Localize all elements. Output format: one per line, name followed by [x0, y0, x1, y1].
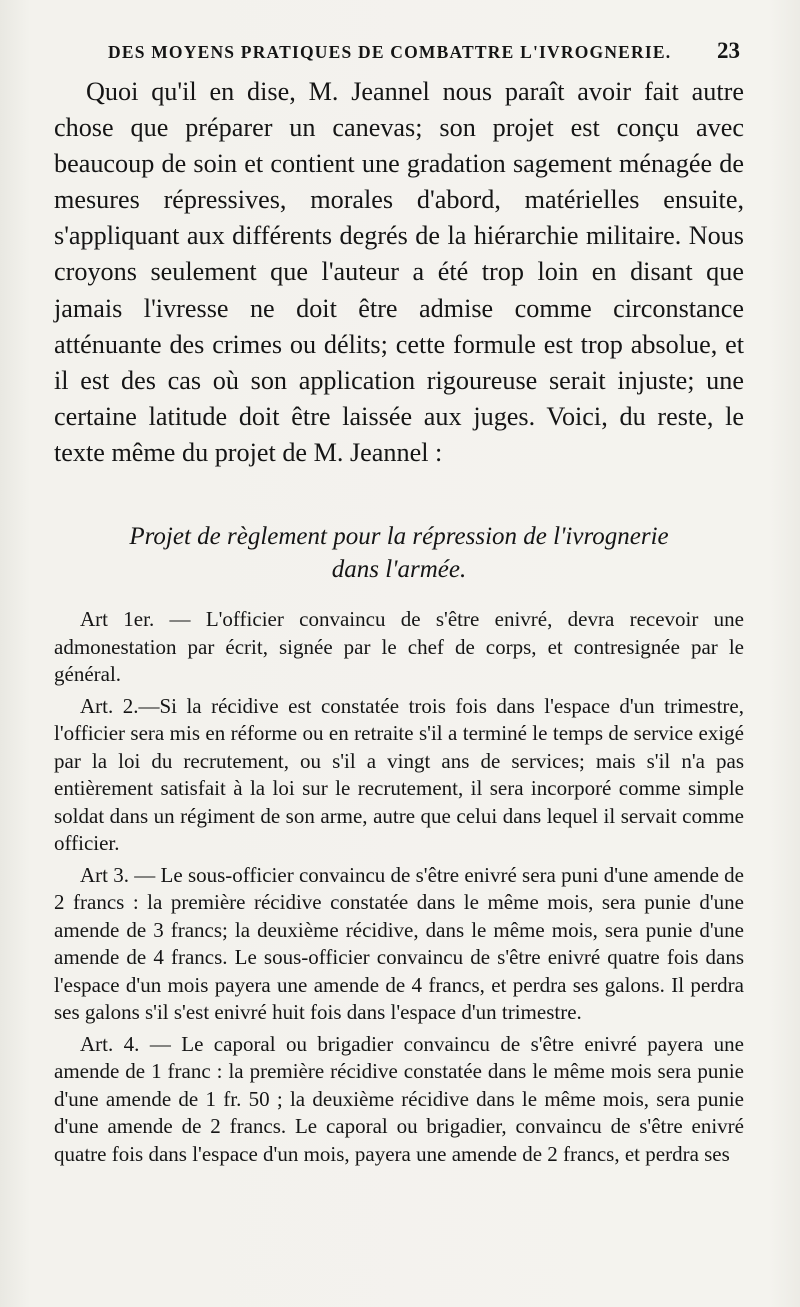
- section-title: [54, 520, 744, 586]
- article-4: Art. 4. — Le caporal ou brigadier convaincu de s'être enivré payera une amende de 1 franc : la première récidive constatée dans le même mois sera punie d'une amende de 1 fr. 50 ; la deuxième récidive dans le même mois, sera punie d'une amende de 2 francs. Le caporal ou brigadier, convaincu de s'être enivré quatre fois dans l'espace d'un mois, payera une amende de 2 francs, et perdra ses: [54, 1031, 744, 1166]
- article-2: Art. 2.—Si la récidive est constatée trois fois dans l'espace d'un trimestre, l'officier sera mis en réforme ou en retraite s'il a terminé le temps de service exigé par la loi du recrutement, ou s'il a vingt ans de services; mais s'il n'a pas entièrement satisfait à la loi sur le recrutement, il sera incorporé comme simple soldat dans un régiment de son arme, autre que celui dans lequel il servait comme officier.: [54, 693, 744, 855]
- body-text: [54, 74, 744, 471]
- article-3: Art 3. — Le sous-officier convaincu de s'être enivré sera puni d'une amende de 2 francs : la première récidive constatée dans le même mois, sera punie d'une amende de 3 francs; la deuxième récidive, dans le même mois, sera punie d'une amende de 4 francs. Le sous-officier convaincu de s'être enivré quatre fois dans l'espace d'un mois payera une amende de 4 francs, et perdra ses galons. Il perdra ses galons s'il s'est enivré huit fois dans l'espace d'un trimestre.: [54, 862, 744, 1024]
- page-header: [108, 38, 740, 64]
- section-title-line-1: Projet de règlement pour la répression de l'ivrognerie: [129, 523, 669, 550]
- page-number: 23: [717, 38, 740, 63]
- section-title-line-2: dans l'armée.: [331, 556, 467, 583]
- article-1: Art 1er. — L'officier convaincu de s'être enivré, devra recevoir une admonestation par écrit, signée par le chef de corps, et contresignée par le général.: [54, 607, 744, 686]
- articles-list: [54, 606, 744, 1172]
- running-title: DES MOYENS PRATIQUES DE COMBATTRE L'IVROGNERIE.: [108, 42, 672, 62]
- intro-paragraph: Quoi qu'il en dise, M. Jeannel nous paraît avoir fait autre chose que préparer un canevas; son projet est conçu avec beaucoup de soin et contient une gradation sagement ménagée de mesures répressives, morales d'abord, matérielles ensuite, s'appliquant aux différents degrés de la hiérarchie militaire. Nous croyons seulement que l'auteur a été trop loin en disant que jamais l'ivresse ne doit être admise comme circonstance atténuante des crimes ou délits; cette formule est trop absolue, et il est des cas où son application rigoureuse serait injuste; une certaine latitude doit être laissée aux juges. Voici, du reste, le texte même du projet de M. Jeannel :: [54, 77, 744, 467]
